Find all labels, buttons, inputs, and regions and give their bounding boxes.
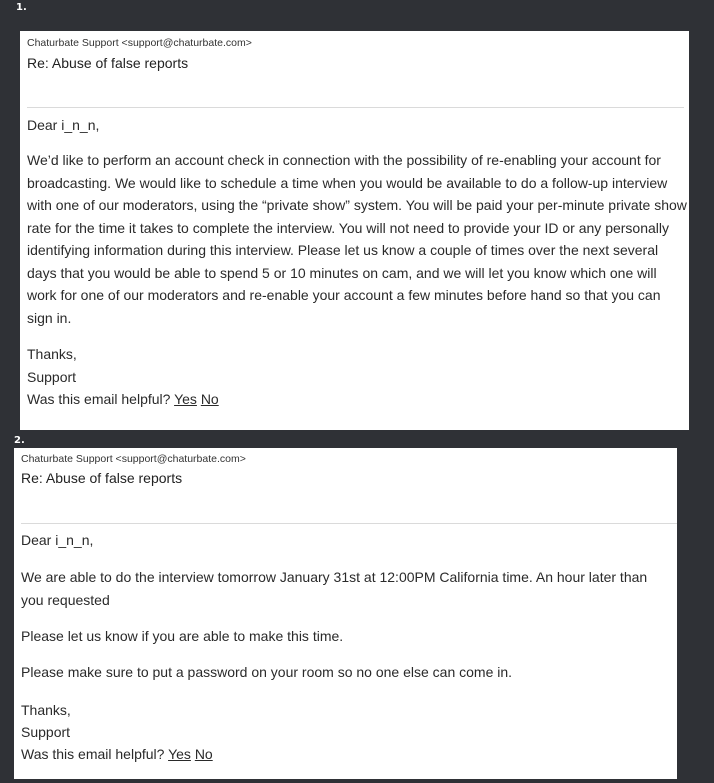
helpful-no-link[interactable]: No: [200, 391, 219, 407]
email-subject: Re: Abuse of false reports: [27, 55, 189, 71]
email-paragraph: Please let us know if you are able to make this time.: [21, 628, 344, 644]
email-card: [14, 448, 677, 779]
email-signature: Support: [27, 369, 77, 385]
email-helpful-row: [27, 388, 219, 411]
header-divider: [21, 523, 677, 524]
header-divider: [27, 107, 684, 108]
email-signoff: Thanks,: [27, 346, 77, 362]
email-subject: Re: Abuse of false reports: [21, 470, 183, 486]
helpful-prompt: Was this email helpful?: [21, 746, 165, 762]
email-greeting: Dear i_n_n,: [27, 117, 100, 133]
helpful-no-link[interactable]: No: [194, 746, 213, 762]
email-signature: Support: [21, 724, 71, 740]
email-sender: Chaturbate Support <support@chaturbate.com>: [21, 453, 246, 465]
helpful-prompt: Was this email helpful?: [27, 391, 171, 407]
email-greeting: Dear i_n_n,: [21, 532, 94, 548]
email-helpful-row: [21, 743, 213, 766]
email-number-label: 2.: [14, 435, 25, 446]
email-sender: Chaturbate Support <support@chaturbate.com>: [27, 37, 252, 49]
email-number-label: 1.: [16, 2, 27, 13]
email-paragraph: We’d like to perform an account check in connection with the possibility of re-enabling your account for broadcasting. We would like to schedule a time when you would be available to do a follow-up interview with one of our moderators, using the “private show” system. You will be paid your per-minute private show rate for the time it takes to complete the interview. You will not need to provide your ID or any personally identifying information during this interview. Please let us know a couple of times over the next several days that you would be able to spend 5 or 10 minutes on cam, and we will let you know which one will work for one of our moderators and re-enable your account a few minutes before hand so that you can sign in.: [27, 152, 687, 326]
helpful-yes-link[interactable]: Yes: [168, 746, 191, 762]
email-signoff: Thanks,: [21, 702, 71, 718]
email-paragraph: Please make sure to put a password on your room so no one else can come in.: [21, 664, 513, 680]
helpful-yes-link[interactable]: Yes: [174, 391, 197, 407]
email-paragraph: We are able to do the interview tomorrow January 31st at 12:00PM California time. An hour later than you requested: [21, 569, 648, 608]
email-card: [20, 31, 689, 430]
